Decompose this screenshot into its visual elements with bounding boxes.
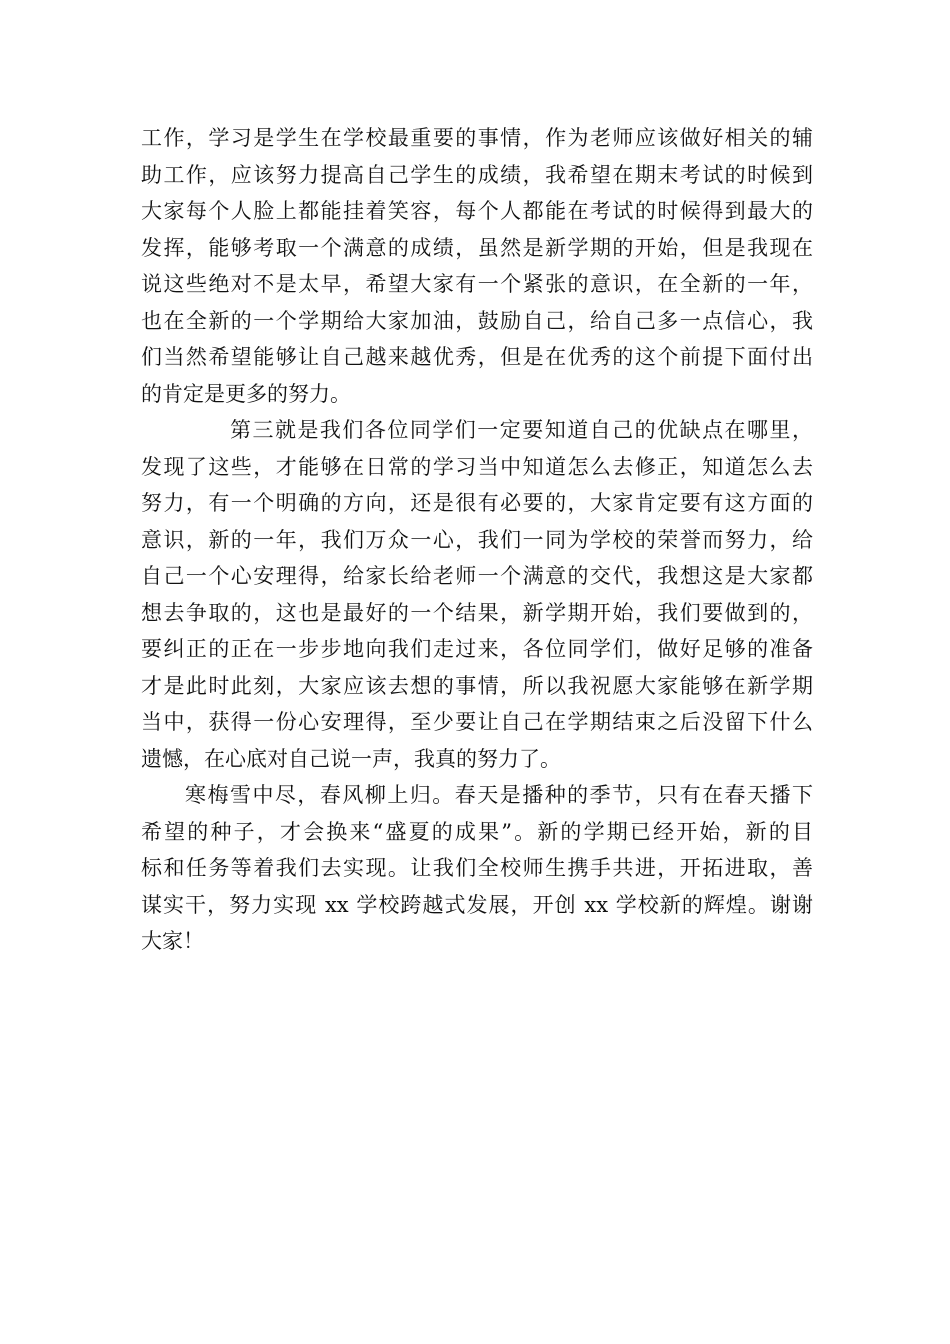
text-line: 们当然希望能够让自己越来越优秀，但是在优秀的这个前提下面付出	[141, 345, 813, 369]
text-line: 意识，新的一年，我们万众一心，我们一同为学校的荣誉而努力，给	[141, 527, 813, 552]
paragraph-2	[141, 412, 813, 777]
text-line: 发挥，能够考取一个满意的成绩，虽然是新学期的开始，但是我现在	[141, 235, 813, 260]
text-line: 标和任务等着我们去实现。让我们全校师生携手共进，开拓进取，善	[141, 856, 813, 880]
text-line: 才是此时此刻，大家应该去想的事情，所以我祝愿大家能够在新学期	[141, 673, 813, 698]
text-line: 要纠正的正在一步步地向我们走过来，各位同学们，做好足够的准备	[141, 637, 813, 661]
text-line: 努力，有一个明确的方向，还是很有必要的，大家肯定要有这方面的	[141, 491, 813, 515]
text-line: 大家每个人脸上都能挂着笑容，每个人都能在考试的时候得到最大的	[141, 199, 813, 223]
text-line: 寒梅雪中尽，春风柳上归。春天是播种的季节，只有在春天播下	[185, 783, 813, 807]
text-line: 也在全新的一个学期给大家加油，鼓励自己，给自己多一点信心，我	[141, 308, 813, 333]
text-line: 助工作，应该努力提高自己学生的成绩，我希望在期末考试的时候到	[141, 162, 813, 187]
text-line: 自己一个心安理得，给家长给老师一个满意的交代，我想这是大家都	[141, 564, 813, 588]
text-line: 发现了这些，才能够在日常的学习当中知道怎么去修正，知道怎么去	[141, 454, 813, 479]
paragraph-1	[141, 120, 813, 412]
text-line: 的肯定是更多的努力。	[141, 381, 351, 406]
text-line: 想去争取的，这也是最好的一个结果，新学期开始，我们要做到的，	[141, 600, 813, 625]
text-line: 工作，学习是学生在学校最重要的事情，作为老师应该做好相关的辅	[141, 126, 813, 150]
text-line: 说这些绝对不是太早，希望大家有一个紧张的意识，在全新的一年，	[141, 272, 813, 296]
text-line: 第三就是我们各位同学们一定要知道自己的优缺点在哪里，	[230, 418, 813, 442]
text-line: 希望的种子，才会换来“盛夏的成果”。新的学期已经开始，新的目	[141, 819, 813, 844]
text-line: 大家！	[141, 929, 204, 953]
paragraph-3	[141, 777, 813, 960]
text-line: 遗憾，在心底对自己说一声，我真的努力了。	[141, 746, 561, 771]
text-line: 当中，获得一份心安理得，至少要让自己在学期结束之后没留下什么	[141, 710, 813, 734]
text-line: 谋实干，努力实现 xx 学校跨越式发展，开创 xx 学校新的辉煌。谢谢	[141, 892, 813, 917]
